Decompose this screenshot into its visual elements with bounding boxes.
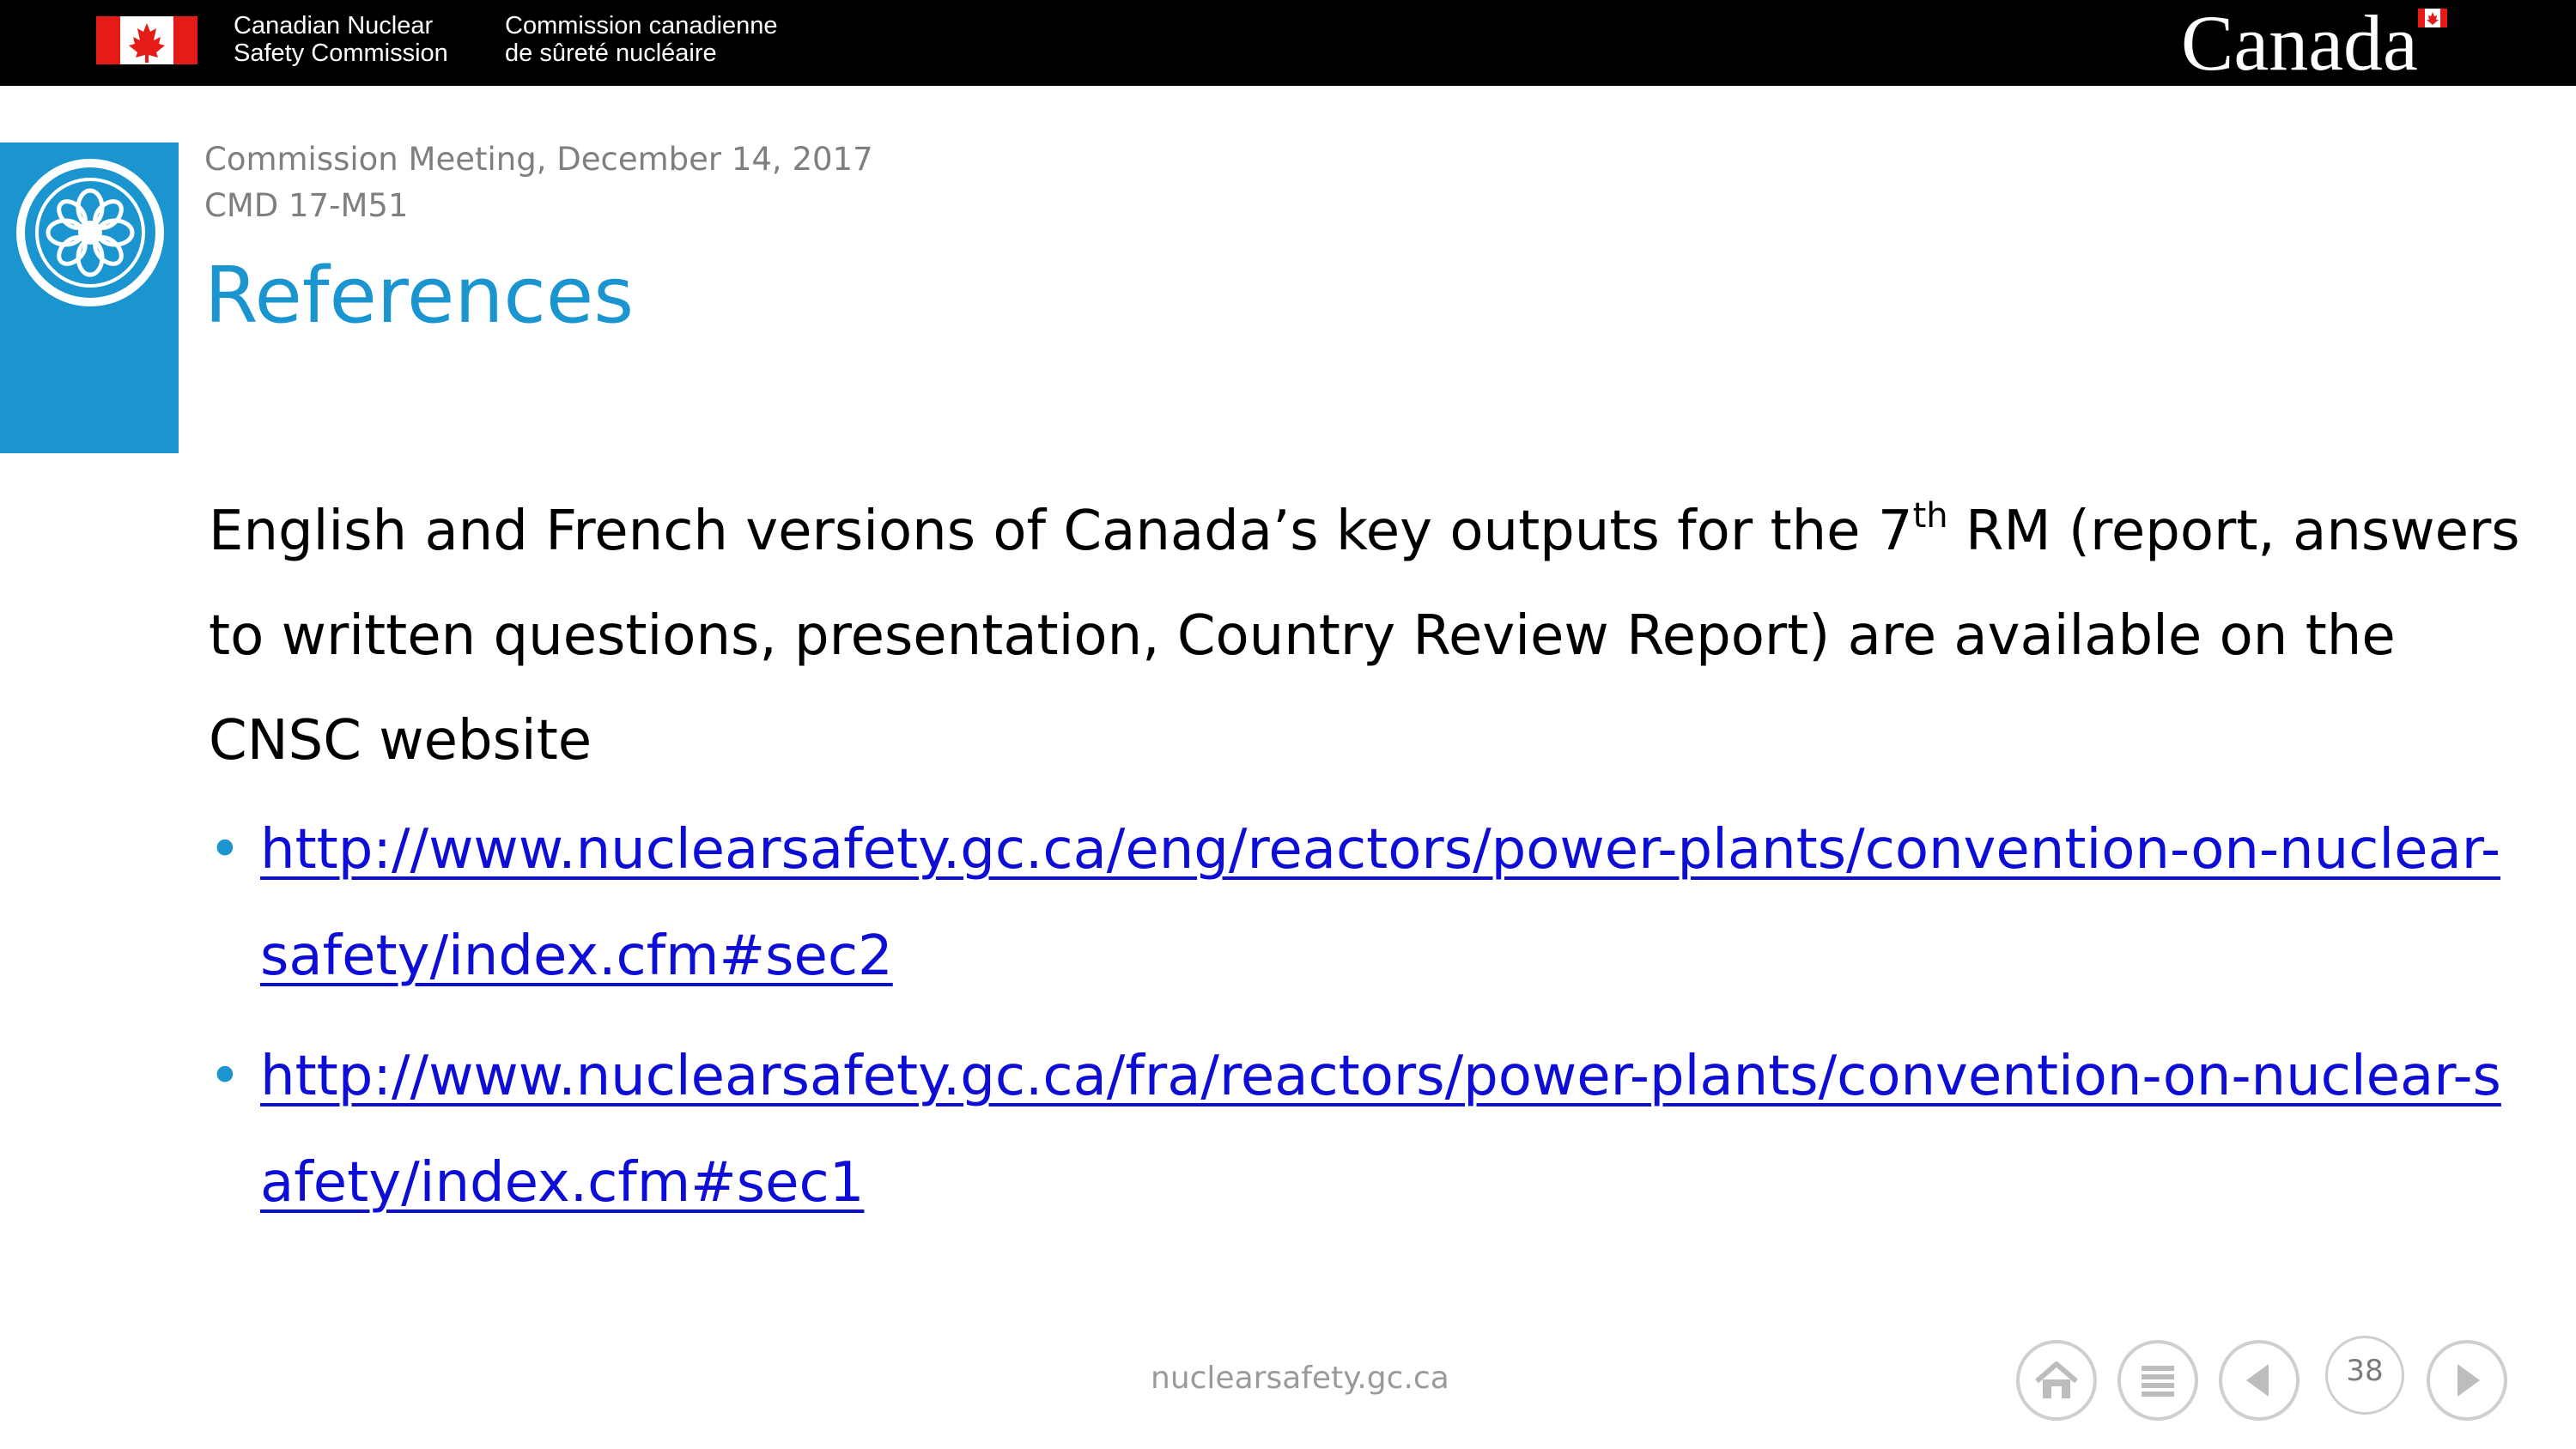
previous-slide-button[interactable] <box>2219 1340 2300 1421</box>
body-text-prefix: English and French versions of Canada’s key outputs for the 7 <box>209 500 1913 563</box>
federal-banner <box>0 0 2576 86</box>
menu-icon <box>2135 1357 2181 1404</box>
menu-button[interactable] <box>2117 1340 2198 1421</box>
wordmark-flag-icon <box>2418 9 2447 27</box>
body-superscript: th <box>1912 496 1948 536</box>
agency-name-english: Canadian Nuclear Safety Commission <box>234 12 448 67</box>
page-number: 38 <box>2346 1354 2384 1388</box>
list-item <box>209 1023 2527 1236</box>
bullet: • <box>209 818 241 882</box>
canada-flag-icon <box>96 16 197 64</box>
body-text-suffix: RM (report, answers to written questions, presentation, Country Review Report) are available on the CNSC website <box>209 500 2520 773</box>
home-icon <box>2032 1355 2081 1405</box>
reference-link-english[interactable]: http://www.nuclearsafety.gc.ca/eng/reactors/power-plants/convention-on-nuclear-safety/index.cfm#sec2 <box>260 818 2501 988</box>
next-slide-button[interactable] <box>2427 1340 2507 1421</box>
footer-website: nuclearsafety.gc.ca <box>1151 1361 1449 1396</box>
meeting-date: Commission Meeting, December 14, 2017 <box>204 141 873 178</box>
previous-icon <box>2238 1359 2281 1402</box>
cmd-number: CMD 17-M51 <box>204 187 409 224</box>
cnsc-emblem-icon <box>12 155 168 311</box>
list-item <box>209 797 2527 1009</box>
agency-name-french: Commission canadienne de sûreté nucléaire <box>505 12 778 67</box>
canada-wordmark: Canada <box>2181 0 2418 87</box>
page-number-indicator <box>2325 1336 2404 1415</box>
reference-link-french[interactable]: http://www.nuclearsafety.gc.ca/fra/reactors/power-plants/convention-on-nuclear-safety/index.cfm#sec1 <box>260 1045 2501 1215</box>
next-icon <box>2445 1359 2488 1402</box>
slide-title: References <box>204 251 635 341</box>
home-button[interactable] <box>2016 1340 2097 1421</box>
bullet: • <box>209 1045 241 1108</box>
body-paragraph <box>209 479 2527 793</box>
reference-links-list <box>209 797 2527 1250</box>
